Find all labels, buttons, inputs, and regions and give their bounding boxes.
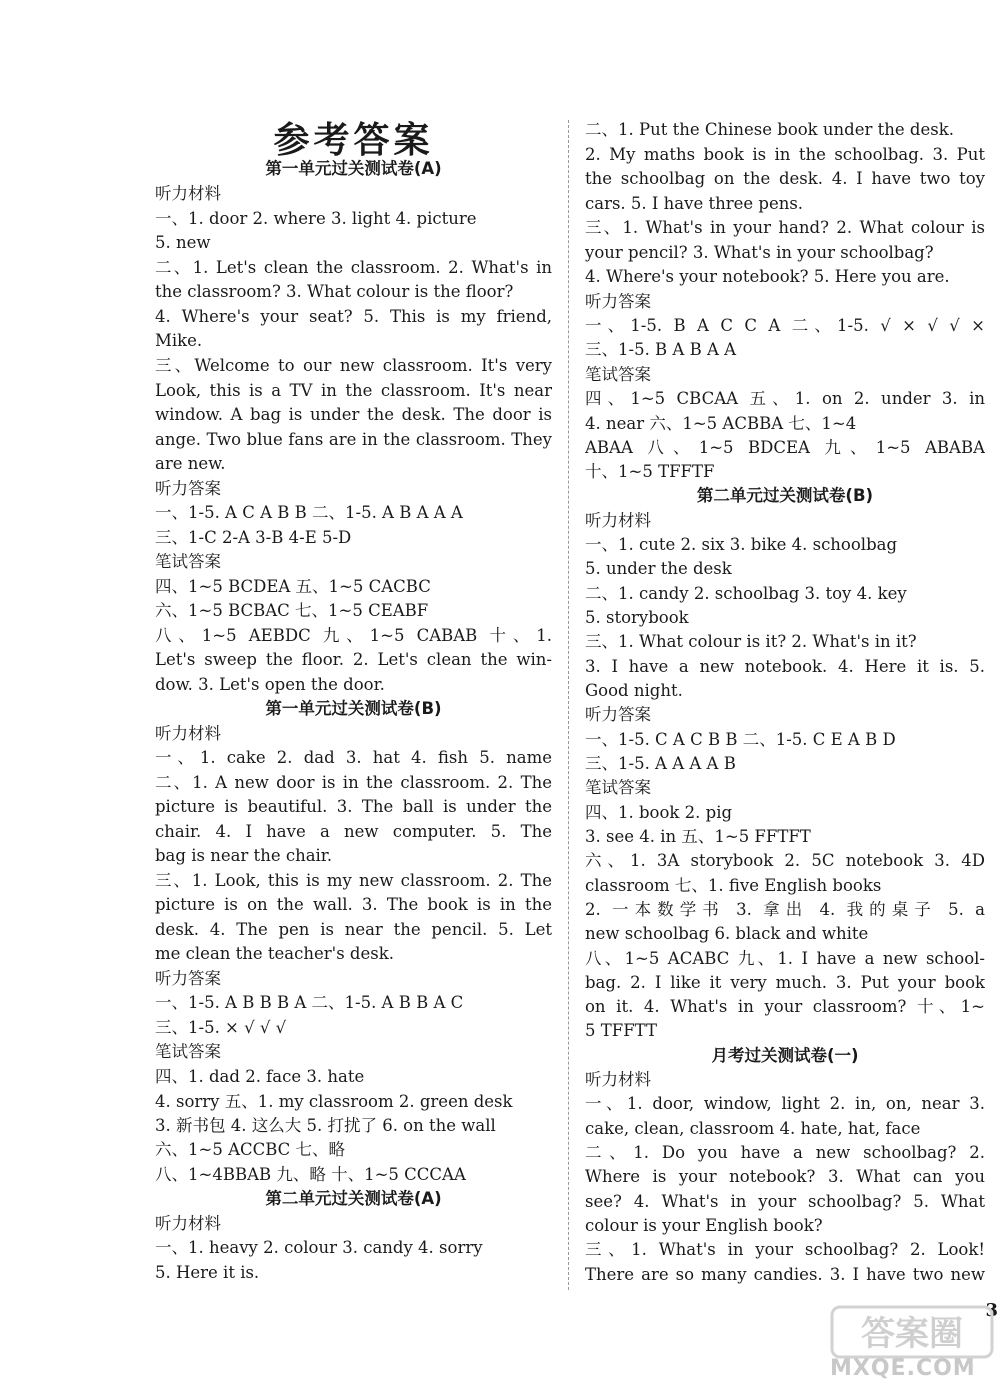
text-line: 三、1-5. A A A A B — [585, 754, 736, 773]
text-line: 一、1. cake 2. dad 3. hat 4. fish 5. name — [155, 748, 552, 767]
text-line: 一、1-5. A C A B B 二、1-5. A B A A A — [155, 503, 463, 522]
text-line: ABAA 八、1~5 BDCEA 九、1~5 ABABA — [585, 438, 985, 457]
section-heading: 第二单元过关测试卷(A) — [265, 1189, 442, 1208]
text-line: 八、1~4BBAB 九、略 十、1~5 CCCAA — [155, 1165, 466, 1184]
text-line: 一、1-5. B A C C A 二、1-5. √ × √ √ × — [585, 316, 985, 335]
text-line: 二、1. Put the Chinese book under the desk. — [585, 120, 954, 139]
text-line: window. A bag is under the desk. The door is — [155, 405, 552, 424]
text-line: bag. 2. I like it very much. 3. Put your book — [585, 973, 985, 992]
text-line: 笔试答案 — [155, 1042, 221, 1061]
section-heading: 第二单元过关测试卷(B) — [696, 486, 874, 505]
watermark-logo — [822, 1305, 1000, 1400]
text-line: the classroom? 3. What colour is the floor? — [155, 282, 514, 301]
text-line: picture is beautiful. 3. The ball is under the — [155, 797, 552, 816]
text-line: There are so many candies. 3. I have two new — [585, 1265, 985, 1284]
text-line: 三、Welcome to our new classroom. It's very — [155, 356, 552, 375]
text-line: 5. storybook — [585, 608, 689, 627]
text-line: 3. 新书包 4. 这么大 5. 打扰了 6. on the wall — [155, 1116, 496, 1135]
text-line: me clean the teacher's desk. — [155, 944, 394, 963]
text-line: cake, clean, classroom 4. hate, hat, face — [585, 1119, 921, 1138]
text-line: ange. Two blue fans are in the classroom. They — [155, 430, 552, 449]
text-line: 三、1. What colour is it? 2. What's in it? — [585, 632, 917, 651]
text-line: on it. 4. What's in your classroom? 十、1~ — [585, 997, 985, 1016]
section-heading: 第一单元过关测试卷(A) — [265, 159, 442, 178]
text-line: your pencil? 3. What's in your schoolbag? — [585, 243, 934, 262]
column-divider — [568, 120, 569, 1290]
text-line: 一、1. door 2. where 3. light 4. picture — [155, 209, 477, 228]
text-line: 三、1. What's in your hand? 2. What colour is — [585, 218, 985, 237]
text-line: 2. 一本数学书 3. 拿出 4. 我的桌子 5. a — [585, 900, 985, 919]
text-line: classroom 七、1. five English books — [585, 876, 882, 895]
text-line: the schoolbag on the desk. 4. I have two toy — [585, 169, 985, 188]
text-line: 听力答案 — [155, 479, 221, 498]
text-line: 笔试答案 — [585, 778, 651, 797]
text-line: 八、1~5 ACABC 九、1. I have a new school- — [585, 949, 985, 968]
text-line: 二、1. Do you have a new schoolbag? 2. — [585, 1143, 985, 1162]
text-line: 三、1-5. × √ √ √ — [155, 1018, 287, 1037]
text-line: Let's sweep the floor. 2. Let's clean the win- — [155, 650, 552, 669]
svg-text:答案圈: 答案圈 — [861, 1314, 963, 1354]
text-line: 四、1. book 2. pig — [585, 803, 733, 822]
text-line: 三、1-5. B A B A A — [585, 340, 737, 359]
text-line: Look, this is a TV in the classroom. It's near — [155, 381, 552, 400]
text-line: 3. see 4. in 五、1~5 FFTFT — [585, 827, 811, 846]
text-line: 一、1. heavy 2. colour 3. candy 4. sorry — [155, 1238, 483, 1257]
text-line: 听力答案 — [585, 292, 651, 311]
text-line: 二、1. candy 2. schoolbag 3. toy 4. key — [585, 584, 907, 603]
text-line: 5. Here it is. — [155, 1263, 260, 1282]
text-line: 5. new — [155, 233, 211, 252]
text-line: Good night. — [585, 681, 683, 700]
text-line: 一、1. door, window, light 2. in, on, near 3. — [585, 1094, 985, 1113]
text-line: 5. under the desk — [585, 559, 732, 578]
text-line: 三、1. Look, this is my new classroom. 2. The — [155, 871, 552, 890]
text-line: 一、1. cute 2. six 3. bike 4. schoolbag — [585, 535, 898, 554]
text-line: 四、1~5 BCDEA 五、1~5 CACBC — [155, 577, 431, 596]
text-line: Mike. — [155, 331, 203, 350]
text-line: 四、1~5 CBCAA 五、1. on 2. under 3. in — [585, 389, 985, 408]
text-line: Where is your notebook? 3. What can you — [585, 1167, 985, 1186]
text-line: desk. 4. The pen is near the pencil. 5. Let — [155, 920, 552, 939]
text-line: 听力材料 — [585, 511, 651, 530]
text-line: 笔试答案 — [155, 552, 221, 571]
text-line: 二、1. A new door is in the classroom. 2. The — [155, 773, 552, 792]
text-line: 六、1~5 BCBAC 七、1~5 CEABF — [155, 601, 429, 620]
text-line: chair. 4. I have a new computer. 5. The — [155, 822, 552, 841]
text-line: cars. 5. I have three pens. — [585, 194, 804, 213]
watermark-text: MXQE.COM — [830, 1356, 976, 1381]
text-line: 六、1~5 ACCBC 七、略 — [155, 1140, 346, 1159]
text-line: 听力材料 — [155, 1214, 221, 1233]
page-title: 参考答案 — [273, 120, 434, 161]
text-line: 六、1. 3A storybook 2. 5C notebook 3. 4D — [585, 851, 985, 870]
text-line: 2. My maths book is in the schoolbag. 3. Put — [585, 145, 985, 164]
text-line: 4. Where's your seat? 5. This is my friend, — [155, 307, 552, 326]
text-line: bag is near the chair. — [155, 846, 333, 865]
text-line: 八、1~5 AEBDC 九、1~5 CABAB 十、1. — [155, 626, 552, 645]
text-line: 笔试答案 — [585, 365, 651, 384]
text-line: 二、1. Let's clean the classroom. 2. What's in — [155, 258, 552, 277]
text-line: new schoolbag 6. black and white — [585, 924, 869, 943]
text-line: 一、1-5. A B B B A 二、1-5. A B B A C — [155, 993, 464, 1012]
text-line: colour is your English book? — [585, 1216, 823, 1235]
text-line: picture is on the wall. 3. The book is in the — [155, 895, 552, 914]
text-line: 三、1. What's in your schoolbag? 2. Look! — [585, 1240, 985, 1259]
text-line: 听力答案 — [155, 969, 221, 988]
text-line: 3. I have a new notebook. 4. Here it is. 5. — [585, 657, 985, 676]
section-heading: 月考过关测试卷(一) — [711, 1046, 859, 1065]
text-line: 十、1~5 TFFTF — [585, 462, 715, 481]
text-line: are new. — [155, 454, 226, 473]
text-line: 一、1-5. C A C B B 二、1-5. C E A B D — [585, 730, 896, 749]
text-line: 听力材料 — [585, 1070, 651, 1089]
text-line: 4. sorry 五、1. my classroom 2. green desk — [155, 1092, 513, 1111]
section-heading: 第一单元过关测试卷(B) — [265, 699, 442, 718]
text-line: 听力材料 — [155, 724, 221, 743]
text-line: 四、1. dad 2. face 3. hate — [155, 1067, 365, 1086]
text-line: 4. Where's your notebook? 5. Here you are. — [585, 267, 950, 286]
text-line: dow. 3. Let's open the door. — [155, 675, 385, 694]
text-line: 听力答案 — [585, 705, 651, 724]
text-line: 4. near 六、1~5 ACBBA 七、1~4 — [585, 414, 857, 433]
text-line: 5 TFFTT — [585, 1021, 657, 1040]
text-line: 听力材料 — [155, 184, 221, 203]
text-line: see? 4. What's in your schoolbag? 5. What — [585, 1192, 985, 1211]
page-number: 3 — [985, 1300, 998, 1321]
text-line: 三、1-C 2-A 3-B 4-E 5-D — [155, 528, 352, 547]
